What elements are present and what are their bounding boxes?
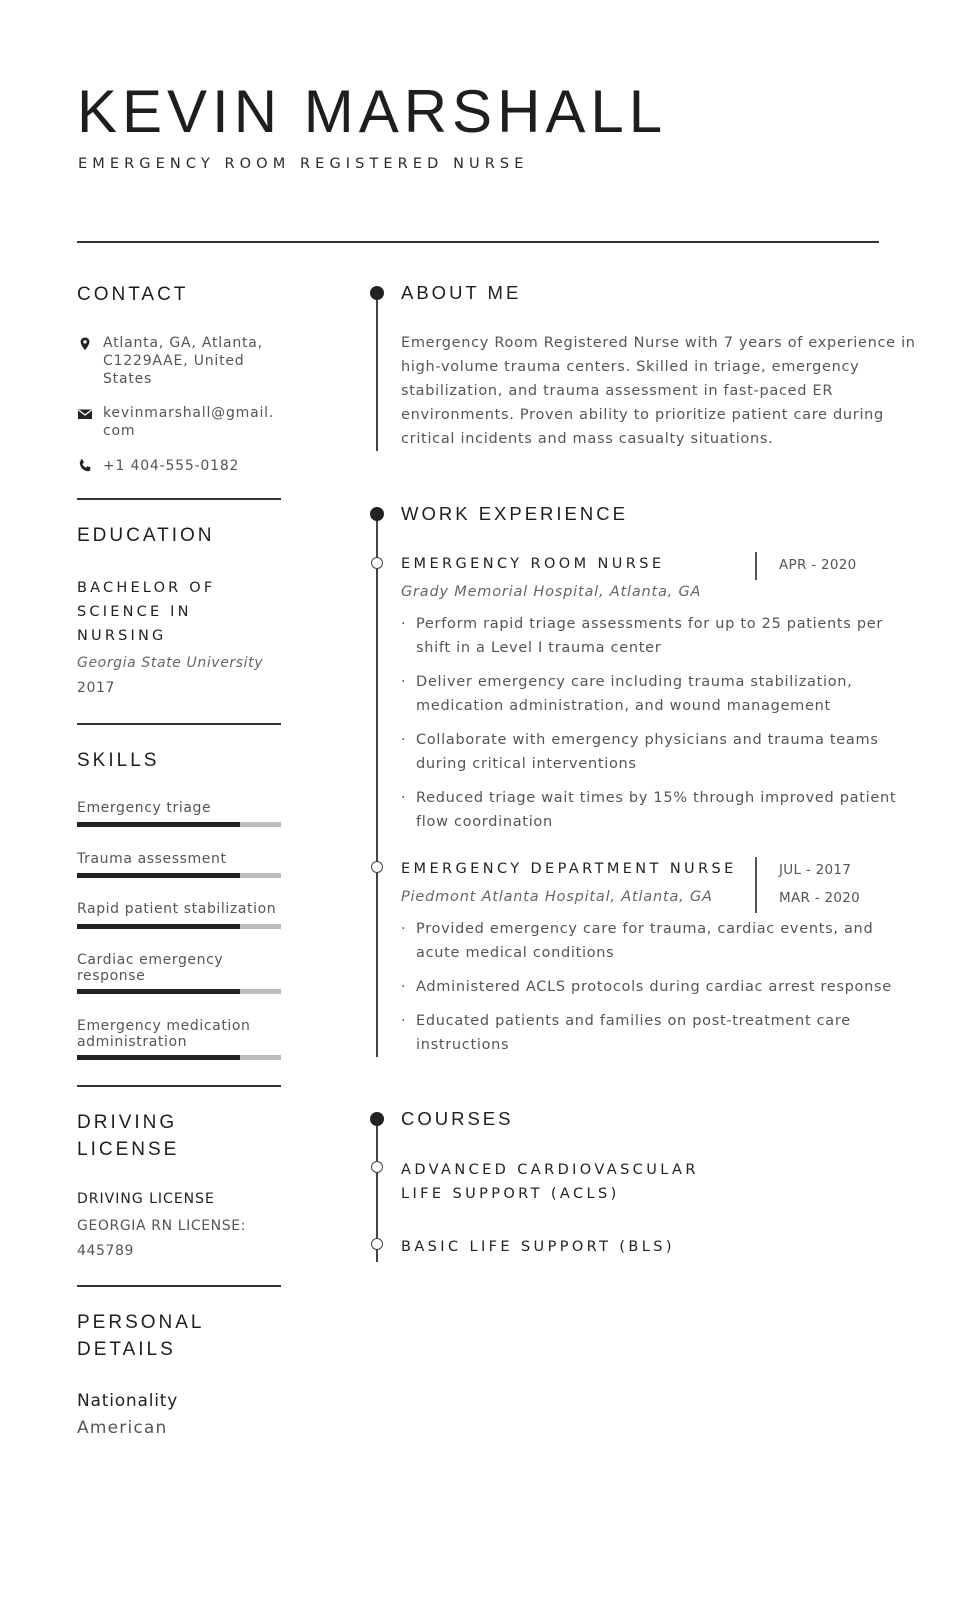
skill-level-bar bbox=[77, 822, 281, 827]
skill-level-bar bbox=[77, 989, 281, 994]
date-divider bbox=[755, 552, 757, 580]
skills-heading: SKILLS bbox=[77, 750, 160, 771]
job-date-start: APR - 2020 bbox=[779, 557, 857, 573]
list-item: · Educated patients and families on post-treatment care instructions bbox=[401, 1009, 921, 1057]
list-item: · Provided emergency care for trauma, cardiac events, and acute medical conditions bbox=[401, 917, 921, 965]
timeline-ring bbox=[371, 557, 383, 569]
courses-heading: COURSES bbox=[401, 1108, 514, 1129]
section-divider bbox=[77, 723, 281, 725]
job-date-start: JUL - 2017 bbox=[779, 862, 852, 878]
job-title: EMERGENCY DEPARTMENT NURSE bbox=[401, 861, 737, 877]
timeline-dot bbox=[370, 286, 384, 300]
education-school: Georgia State University bbox=[77, 655, 264, 671]
nationality-value: American bbox=[77, 1418, 168, 1438]
about-text: Emergency Room Registered Nurse with 7 years of experience in high-volume trauma centers. Skilled in triage, emergency stabilization, and trauma assessment in fast-paced ER environments. Proven ability to prioritize patient care during critical incidents and mass casualty situations. bbox=[401, 335, 916, 447]
timeline-dot bbox=[370, 507, 384, 521]
list-item: · Deliver emergency care including trauma stabilization, medication administration, and wound management bbox=[401, 670, 921, 718]
section-divider bbox=[77, 498, 281, 500]
skill-label: Emergency medication administration bbox=[77, 1018, 251, 1050]
course-item: ADVANCED CARDIOVASCULAR LIFE SUPPORT (ACLS) bbox=[401, 1162, 699, 1202]
phone-icon bbox=[77, 458, 93, 474]
header-divider bbox=[77, 241, 879, 243]
section-divider bbox=[77, 1085, 281, 1087]
list-item: · Administered ACLS protocols during cardiac arrest response bbox=[401, 975, 921, 999]
contact-address: Atlanta, GA, Atlanta, C1229AAE, United States bbox=[103, 335, 263, 387]
driving-heading: DRIVING LICENSE bbox=[77, 1112, 180, 1160]
job-date-end: MAR - 2020 bbox=[779, 890, 861, 906]
work-heading: WORK EXPERIENCE bbox=[401, 503, 628, 524]
job-bullets bbox=[401, 612, 921, 844]
driving-value: GEORGIA RN LICENSE: 445789 bbox=[77, 1218, 246, 1259]
skill-label: Emergency triage bbox=[77, 800, 212, 816]
list-item: · Reduced triage wait times by 15% through improved patient flow coordination bbox=[401, 786, 921, 834]
timeline-ring bbox=[371, 1161, 383, 1173]
skill-level-fill bbox=[77, 873, 240, 878]
timeline-ring bbox=[371, 1238, 383, 1250]
candidate-title: EMERGENCY ROOM REGISTERED NURSE bbox=[78, 156, 529, 172]
about-heading: ABOUT ME bbox=[401, 282, 522, 303]
skill-level-fill bbox=[77, 989, 240, 994]
job-title: EMERGENCY ROOM NURSE bbox=[401, 556, 665, 572]
skill-label: Trauma assessment bbox=[77, 851, 227, 867]
job-organization: Grady Memorial Hospital, Atlanta, GA bbox=[401, 584, 702, 600]
contact-heading: CONTACT bbox=[77, 284, 189, 305]
timeline-dot bbox=[370, 1112, 384, 1126]
skill-level-bar bbox=[77, 873, 281, 878]
contact-email[interactable]: kevinmarshall@gmail.com bbox=[103, 405, 275, 439]
driving-label: DRIVING LICENSE bbox=[77, 1191, 215, 1207]
timeline-ring bbox=[371, 861, 383, 873]
education-heading: EDUCATION bbox=[77, 525, 215, 546]
course-item: BASIC LIFE SUPPORT (BLS) bbox=[401, 1239, 675, 1255]
list-item: · Collaborate with emergency physicians and trauma teams during critical interventions bbox=[401, 728, 921, 776]
candidate-name: KEVIN MARSHALL bbox=[77, 78, 668, 145]
envelope-icon bbox=[77, 406, 93, 422]
skill-level-fill bbox=[77, 822, 240, 827]
skill-label: Rapid patient stabilization bbox=[77, 901, 277, 917]
list-item: · Perform rapid triage assessments for up to 25 patients per shift in a Level I trauma center bbox=[401, 612, 921, 660]
location-pin-icon bbox=[77, 336, 93, 352]
job-bullets bbox=[401, 917, 921, 1067]
skill-level-bar bbox=[77, 1055, 281, 1060]
education-year: 2017 bbox=[77, 680, 116, 696]
date-divider bbox=[755, 857, 757, 913]
personal-heading: PERSONAL DETAILS bbox=[77, 1312, 204, 1360]
education-degree: BACHELOR OF SCIENCE IN NURSING bbox=[77, 580, 216, 644]
skill-level-fill bbox=[77, 924, 240, 929]
skill-level-bar bbox=[77, 924, 281, 929]
timeline-line bbox=[376, 514, 378, 1057]
contact-phone[interactable]: +1 404-555-0182 bbox=[103, 458, 240, 474]
skill-level-fill bbox=[77, 1055, 240, 1060]
section-divider bbox=[77, 1285, 281, 1287]
skill-label: Cardiac emergency response bbox=[77, 952, 224, 984]
timeline-line bbox=[376, 293, 378, 451]
job-organization: Piedmont Atlanta Hospital, Atlanta, GA bbox=[401, 889, 713, 905]
nationality-label: Nationality bbox=[77, 1391, 179, 1411]
